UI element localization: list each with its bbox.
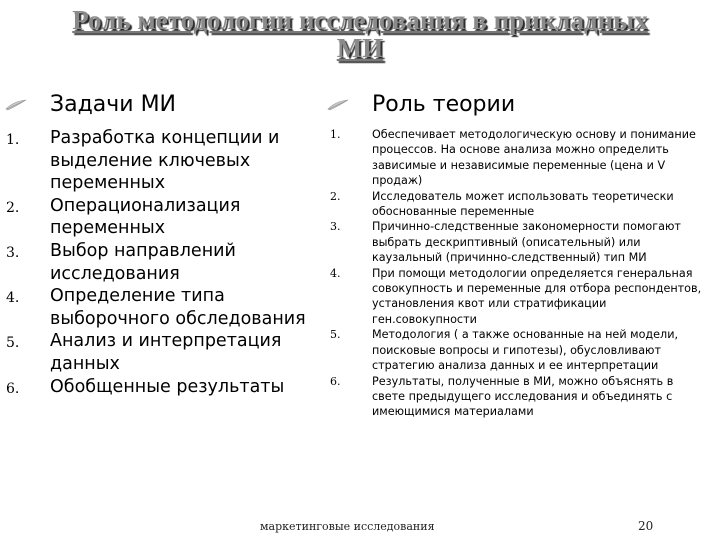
- item-text: Обеспечивает методологическую основу и понимание процессов. На основе анализа можно определить зависимые и независимые переменные (цена и V продаж): [372, 128, 696, 188]
- feather-bullet-icon: [326, 99, 350, 111]
- list-item: [0, 127, 350, 195]
- list-item: [0, 285, 350, 330]
- item-number: 1.: [330, 128, 341, 141]
- item-number: 4.: [330, 266, 341, 280]
- item-number: 5.: [6, 335, 20, 352]
- list-item: [0, 195, 350, 240]
- item-number: 3.: [6, 244, 20, 261]
- item-number: 6.: [330, 374, 341, 388]
- list-item: [330, 327, 708, 373]
- item-text: Выбор направлений исследования: [50, 240, 236, 284]
- item-text: Обобщенные результаты: [50, 376, 285, 397]
- item-text: Причинно-следственные закономерности помогают выбрать дескриптивный (описательный) или каузальный (причинно-следственный) тип МИ: [372, 220, 681, 265]
- item-number: 2.: [330, 189, 341, 203]
- list-item: [330, 219, 708, 265]
- feather-bullet-icon: [4, 99, 28, 111]
- item-text: При помощи методологии определяется генеральная совокупность и переменные для отбора респондентов, установления квот или стратификации ген.совокупности: [372, 266, 702, 326]
- item-number: 4.: [6, 290, 20, 307]
- item-text: Анализ и интерпретация данных: [50, 331, 282, 374]
- footer-text: маркетинговые исследования: [260, 520, 435, 533]
- list-item: [330, 127, 708, 189]
- item-text: Исследователь может использовать теоретически обоснованные переменные: [372, 189, 674, 219]
- tasks-list: [0, 127, 360, 398]
- list-item: [330, 266, 708, 328]
- item-text: Методология ( а также основанные на ней модели, поисковые вопросы и гипотезы), обусловливают стратегию анализа данных и ее интерпретации: [372, 328, 679, 373]
- item-number: 6.: [6, 380, 20, 397]
- item-text: Операционализация переменных: [50, 195, 241, 239]
- item-number: 2.: [6, 199, 20, 216]
- item-number: 1.: [6, 132, 20, 148]
- item-text: Определение типа выборочного обследования: [50, 286, 306, 329]
- list-item: [0, 376, 350, 399]
- list-item: [0, 330, 350, 375]
- theory-role-list: [330, 127, 710, 420]
- tasks-heading: Задачи МИ: [50, 92, 177, 117]
- item-text: Разработка концепции и выделение ключевых переменных: [50, 128, 280, 194]
- item-number: 3.: [330, 220, 341, 234]
- list-item: [0, 240, 350, 285]
- page-number: 20: [638, 519, 654, 533]
- slide-title: [0, 6, 720, 62]
- list-item: [330, 189, 708, 220]
- list-item: [330, 374, 708, 420]
- theory-role-heading: Роль теории: [372, 92, 516, 117]
- item-text: Результаты, полученные в МИ, можно объяснять в свете предыдущего исследования и объединять с имеющимися материалами: [372, 374, 674, 419]
- item-number: 5.: [330, 328, 341, 342]
- slide-title-line-2: МИ: [336, 33, 384, 63]
- slide-title-line-1: Роль методологии исследования в прикладных: [72, 5, 648, 35]
